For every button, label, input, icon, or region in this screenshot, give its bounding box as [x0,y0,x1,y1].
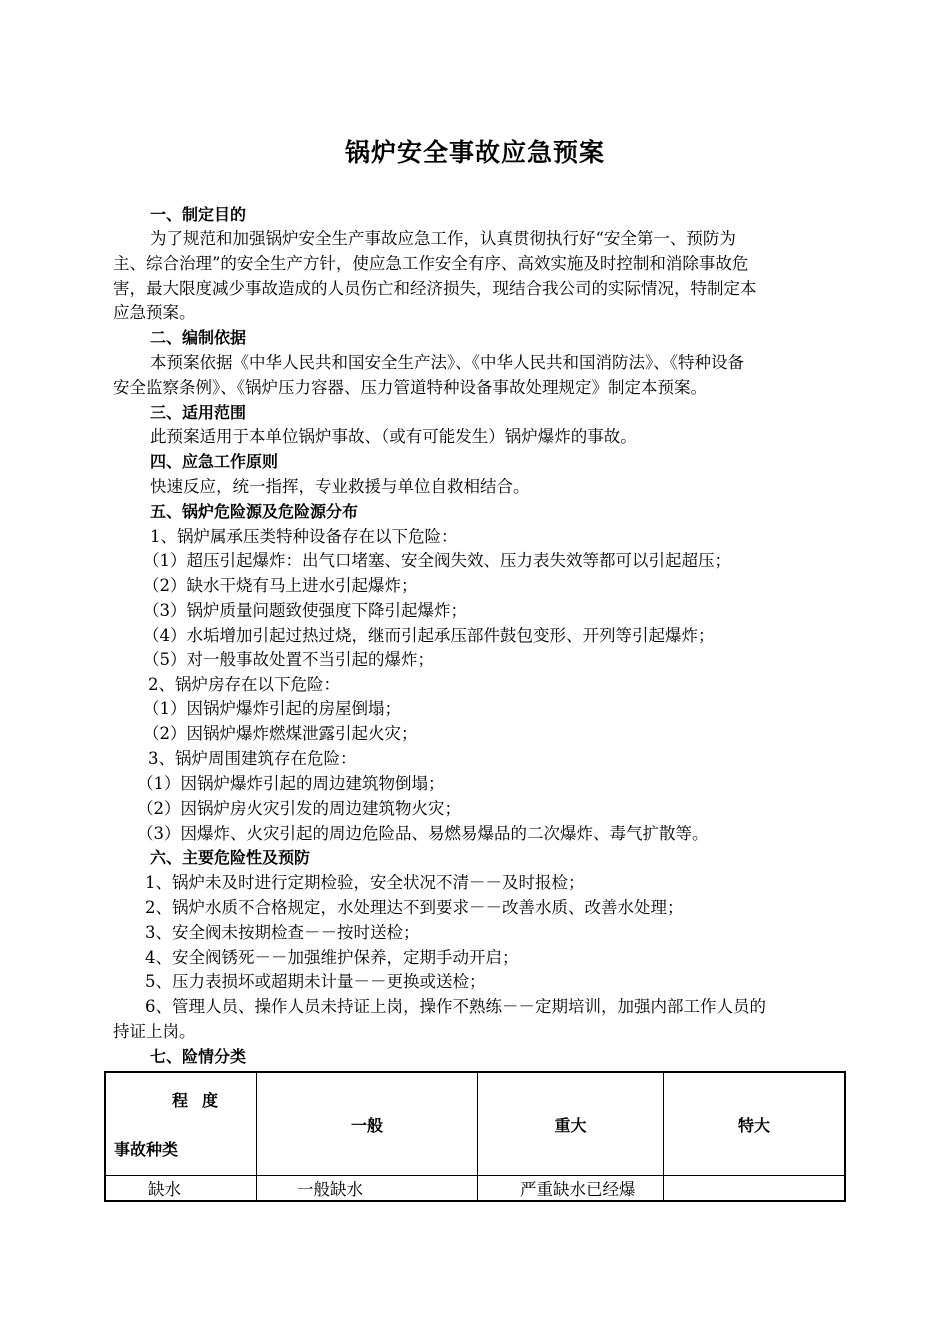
paragraph-line: 5、压力表损坏或超期未计量－－更换或送检； [145,972,486,991]
paragraph-line: （2）缺水干烧有马上进水引起爆炸； [143,576,418,595]
cell-accident-type: 缺水 [105,1176,257,1202]
section-heading: 五、锅炉危险源及危险源分布 [150,502,359,521]
cell-major: 严重缺水已经爆 [478,1176,664,1202]
paragraph-line: 主、综合治理”的安全生产方针，使应急工作安全有序、高效实施及时控制和消除事故危 [113,254,749,273]
paragraph-line: （1）因锅炉爆炸引起的房屋倒塌； [143,699,401,718]
header-general: 一般 [257,1072,478,1176]
corner-top-label: 程度 [172,1091,233,1110]
paragraph-line: （1）超压引起爆炸：出气口堵塞、安全阀失效、压力表失效等都可以引起超压； [143,551,731,570]
table-row [105,1176,845,1202]
paragraph-line: 2、锅炉水质不合格规定，水处理达不到要求－－改善水质、改善水处理； [145,898,684,917]
paragraph-line: （3）锅炉质量问题致使强度下降引起爆炸； [143,601,467,620]
corner-bottom-label: 事故种类 [114,1140,179,1159]
paragraph-line: 1、锅炉属承压类特种设备存在以下危险： [150,527,458,546]
section-heading: 一、制定目的 [150,205,247,224]
paragraph-line: 3、锅炉周围建筑存在危险： [148,749,357,768]
table-corner-cell [105,1072,257,1176]
header-major: 重大 [478,1072,664,1176]
section-heading: 六、主要危险性及预防 [150,848,311,867]
paragraph-line: 持证上岗。 [113,1022,196,1041]
paragraph-line: 本预案依据《中华人民共和国安全生产法》、《中华人民共和国消防法》、《特种设备 [150,353,744,372]
paragraph-line: 1、锅炉未及时进行定期检验，安全状况不清－－及时报检； [145,873,585,892]
paragraph-line: 为了规范和加强锅炉安全生产事故应急工作，认真贯彻执行好“安全第一、预防为 [150,229,736,248]
paragraph-line: （1）因锅炉爆炸引起的周边建筑物倒塌； [137,774,445,793]
paragraph-line: （3）因爆炸、火灾引起的周边危险品、易燃易爆品的二次爆炸、毒气扩散等。 [137,824,709,843]
paragraph-line: （4）水垢增加引起过热过烧，继而引起承压部件鼓包变形、开列等引起爆炸； [143,626,715,645]
section-heading: 七、险情分类 [150,1047,247,1066]
cell-extreme [664,1176,846,1202]
table-header-row [105,1072,845,1176]
paragraph-line: 安全监察条例》、《锅炉压力容器、压力管道特种设备事故处理规定》制定本预案。 [113,378,707,397]
risk-classification-table [104,1071,846,1202]
section-heading: 三、适用范围 [150,403,247,422]
paragraph-line: （5）对一般事故处置不当引起的爆炸； [143,650,434,669]
section-heading: 四、应急工作原则 [150,452,279,471]
header-extreme: 特大 [664,1072,846,1176]
section-heading: 二、编制依据 [150,328,247,347]
paragraph-line: 6、管理人员、操作人员未持证上岗，操作不熟练－－定期培训，加强内部工作人员的 [145,997,766,1016]
cell-general: 一般缺水 [257,1176,478,1202]
paragraph-line: （2）因锅炉爆炸燃煤泄露引起火灾； [143,724,418,743]
paragraph-line: （2）因锅炉房火灾引发的周边建筑物火灾； [137,799,461,818]
paragraph-line: 2、锅炉房存在以下危险： [148,675,340,694]
document-title: 锅炉安全事故应急预案 [344,138,605,167]
paragraph-line: 3、安全阀未按期检查－－按时送检； [145,923,420,942]
paragraph-line: 此预案适用于本单位锅炉事故、（或有可能发生）锅炉爆炸的事故。 [150,427,637,446]
paragraph-line: 快速反应，统一指挥，专业救援与单位自救相结合。 [150,477,530,496]
paragraph-line: 害，最大限度减少事故造成的人员伤亡和经济损失，现结合我公司的实际情况，特制定本 [113,279,757,298]
paragraph-line: 应急预案。 [113,303,196,322]
paragraph-line: 4、安全阀锈死－－加强维护保养，定期手动开启； [145,948,519,967]
